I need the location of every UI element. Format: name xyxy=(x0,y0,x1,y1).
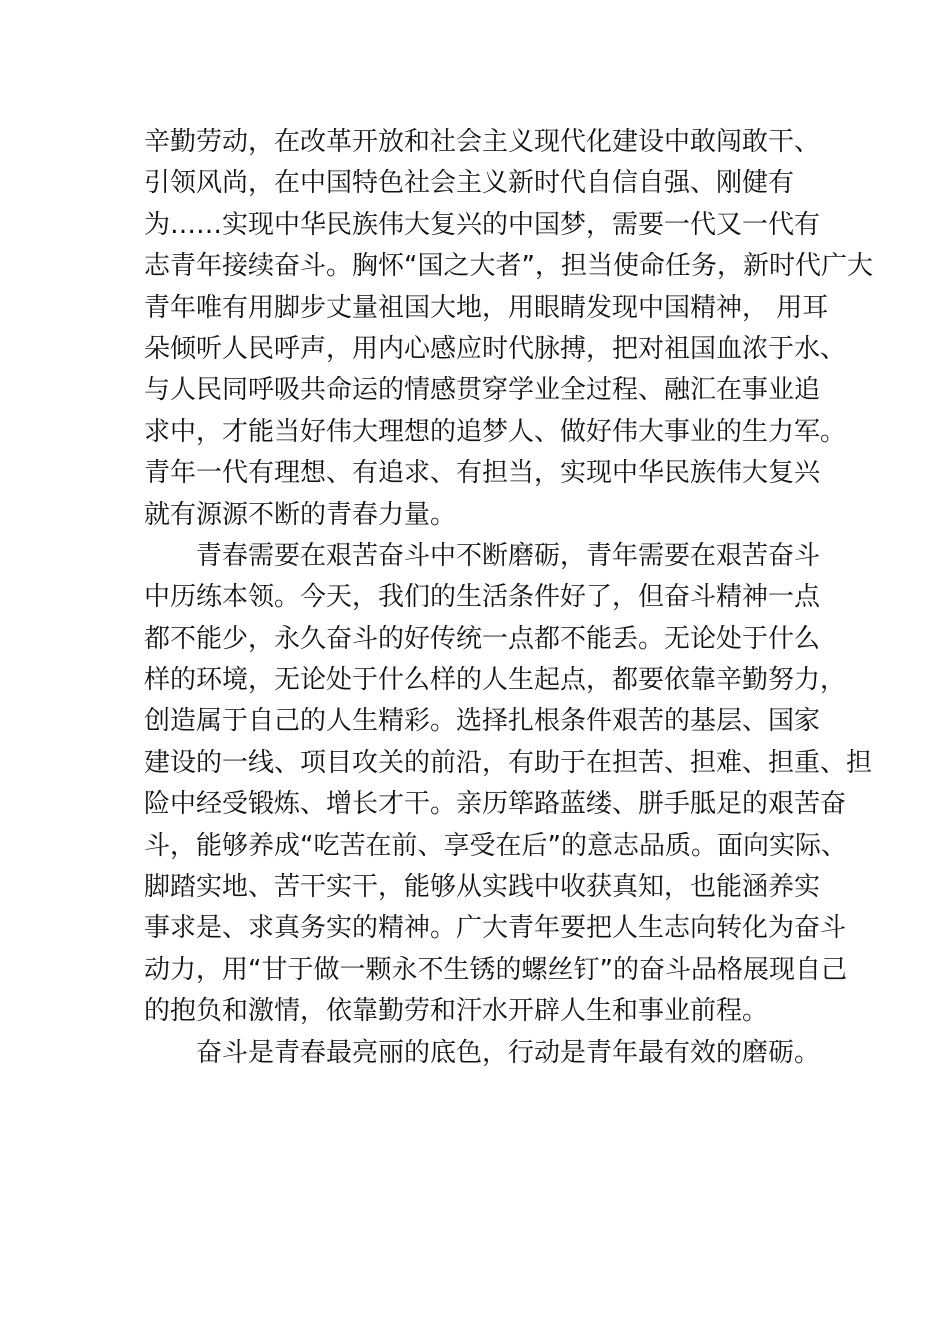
text-line: 青年唯有用脚步丈量祖国大地，用眼睛发现中国精神， 用耳 xyxy=(144,292,829,323)
text-line: 引领风尚，在中国特色社会主义新时代自信自强、刚健有 xyxy=(144,168,795,199)
text-line: 创造属于自己的人生精彩。选择扎根条件艰苦的基层、国家 xyxy=(144,706,821,737)
text-line: 求中，才能当好伟大理想的追梦人、做好伟大事业的生力军。 xyxy=(144,416,847,447)
text-line: 志青年接续奋斗。胸怀“国之大者”，担当使命任务，新时代广大 xyxy=(144,251,873,282)
text-line: 青年一代有理想、有追求、有担当，实现中华民族伟大复兴 xyxy=(144,458,821,489)
text-line: 中历练本领。今天，我们的生活条件好了，但奋斗精神一点 xyxy=(144,582,821,613)
body-text xyxy=(144,122,873,1074)
paragraph-start-line: 青春需要在艰苦奋斗中不断磨砺，青年需要在艰苦奋斗 xyxy=(196,540,821,571)
text-line: 动力，用“甘于做一颗永不生锈的螺丝钉”的奋斗品格展现自己 xyxy=(144,954,847,985)
text-line: 的抱负和激情，依靠勤劳和汗水开辟人生和事业前程。 xyxy=(144,996,769,1027)
text-line: 脚踏实地、苦干实干，能够从实践中收获真知，也能涵养实 xyxy=(144,872,821,903)
text-line: 建设的一线、项目攻关的前沿，有助于在担苦、担难、担重、担 xyxy=(144,747,873,778)
text-line: 辛勤劳动，在改革开放和社会主义现代化建设中敢闯敢干、 xyxy=(144,127,821,157)
text-line: 斗，能够养成“吃苦在前、享受在后”的意志品质。面向实际、 xyxy=(144,830,847,861)
text-line: 与人民同呼吸共命运的情感贯穿学业全过程、融汇在事业追 xyxy=(144,375,821,406)
text-line: 险中经受锻炼、增长才干。亲历筚路蓝缕、胼手胝足的艰苦奋 xyxy=(144,789,847,820)
paragraph-start-line: 奋斗是青春最亮丽的底色，行动是青年最有效的磨砺。 xyxy=(196,1037,821,1068)
text-line: 为……实现中华民族伟大复兴的中国梦，需要一代又一代有 xyxy=(144,209,821,240)
text-line: 都不能少，永久奋斗的好传统一点都不能丢。无论处于什么 xyxy=(144,623,821,654)
text-line: 事求是、求真务实的精神。广大青年要把人生志向转化为奋斗 xyxy=(144,913,847,944)
text-line: 就有源源不断的青春力量。 xyxy=(144,499,457,530)
text-line: 朵倾听人民呼声，用内心感应时代脉搏，把对祖国血浓于水、 xyxy=(144,333,847,364)
text-line: 样的环境，无论处于什么样的人生起点，都要依靠辛勤努力， xyxy=(144,665,847,696)
